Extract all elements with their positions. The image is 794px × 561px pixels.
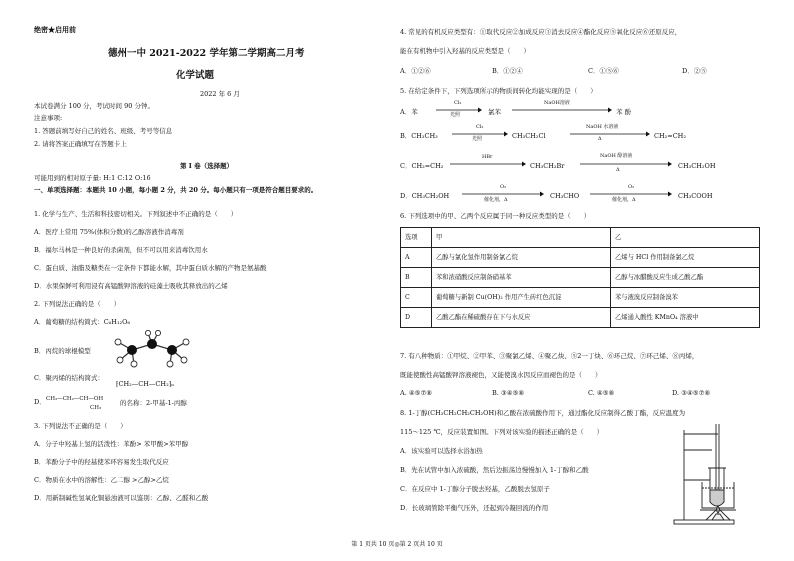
table-cell: 乙烯与 HCl 作用制备氯乙烷 xyxy=(611,248,760,268)
q1-option-d: D．水果保鲜可利用浸有高锰酸钾溶液的硅藻土吸收其释放出的乙烯 xyxy=(34,282,228,290)
q4-stem-2: 能在有机物中引入羟基的反应类型是（ ） xyxy=(400,47,530,55)
q5-b-end: CH₂=CH₂ xyxy=(654,132,686,140)
table-cell: 葡萄糖与新制 Cu(OH)₂ 作用产生砖红色沉淀 xyxy=(432,288,611,308)
propane-ball-stick-model xyxy=(100,330,200,370)
q4-option-b: B．①②④ xyxy=(492,67,523,75)
exam-date: 2022 年 6 月 xyxy=(200,90,240,98)
q7-option-d: D. ③④⑤⑦⑧ xyxy=(672,389,711,397)
page-footer: 第 1 页共 10 页◎第 2 页共 10 页 xyxy=(351,541,443,548)
q5-a-cond2: NaOH溶液 xyxy=(544,100,570,106)
left-column xyxy=(34,0,364,561)
table-cell: 苯与液溴反应制备溴苯 xyxy=(611,288,760,308)
table-header-cell: 选项 xyxy=(401,228,432,248)
q5-d-end: CH₃COOH xyxy=(678,192,713,200)
table-header-cell: 乙 xyxy=(611,228,760,248)
q5-d-cond1b: 催化剂，Δ xyxy=(484,197,508,203)
table-row xyxy=(401,288,760,308)
table-cell: 乙醇与冰醋酸反应生成乙酸乙酯 xyxy=(611,268,760,288)
right-column xyxy=(400,0,770,561)
table-row xyxy=(401,248,760,268)
q5-b-cond2b: Δ xyxy=(598,136,602,142)
part1-title: 第 I 卷（选择题） xyxy=(180,162,234,170)
table-cell: C xyxy=(401,288,432,308)
exam-subject: 化学试题 xyxy=(176,70,215,81)
q5-a-mid: 氯苯 xyxy=(488,108,501,116)
q5-a-cond1: Cl₂ xyxy=(454,100,462,106)
q3-option-d: D．用新制碱性氢氧化铜悬浊液可以鉴别：乙醇、乙醛和乙酸 xyxy=(34,494,209,502)
q7-stem: 7. 有八种物质：①甲烷、②甲苯、③聚氯乙烯、④聚乙炔、⑤2一丁炔、⑥环己烷、⑦环己烯、⑧丙烯， xyxy=(400,352,699,360)
notes-item2: 2. 请将答案正确填写在答题卡上 xyxy=(34,140,127,148)
q5-stem: 5. 在给定条件下，下列选项所示的物质间转化均能实现的是（ ） xyxy=(400,87,597,95)
q5-a-end: 苯 酚 xyxy=(616,108,632,116)
notes-line1: 本试卷满分 100 分，考试时间 90 分钟。 xyxy=(34,102,154,110)
q2-option-a: A．葡萄糖的结构简式：C₆H₁₂O₆ xyxy=(34,318,131,326)
q8-option-a: A．该实验可以选择水浴加热 xyxy=(400,447,483,455)
q5-d-start: D．CH₃CH₂OH xyxy=(400,192,450,200)
q5-b-cond2: NaOH 水溶液 xyxy=(586,124,619,130)
q1-option-c: C．蛋白质、油脂及糖类在一定条件下都能水解，其中蛋白质水解的产物是氨基酸 xyxy=(34,264,267,272)
q5-a-cond1b: 光照 xyxy=(450,112,461,118)
q2-option-b: B．丙烷的球棍模型 xyxy=(34,347,91,355)
arrow-icon xyxy=(452,131,508,137)
q4-stem: 4. 常见的有机反应类型有：①取代反应②加成反应③消去反应④酯化反应⑤氧化反应⑥还原反应， xyxy=(400,28,682,36)
secret-label: 绝密★启用前 xyxy=(34,25,76,34)
q1-option-b: B．福尔马林是一种良好的杀菌剂，但不可以用来消毒饮用水 xyxy=(34,246,208,254)
q2-option-d-prefix: D． xyxy=(34,398,46,406)
q4-option-c: C．①⑤⑥ xyxy=(588,67,619,75)
q2-option-c: C．聚丙烯的结构简式： xyxy=(34,374,104,382)
q5-d-cond1: O₂ xyxy=(500,184,507,190)
q5-b-cond1: Cl₂ xyxy=(476,124,484,130)
q5-b-mid: CH₃CH₂Cl xyxy=(512,132,546,140)
arrow-icon xyxy=(570,131,650,137)
arrow-icon xyxy=(450,161,526,167)
q5-c-start: C．CH₂=CH₂ xyxy=(400,162,444,170)
table-header-row xyxy=(401,228,760,248)
q2-d-branch: CH₃ xyxy=(90,405,102,411)
q5-b-cond1b: 光照 xyxy=(472,136,483,142)
table-cell: 苯和浓硝酸反应制备硝基苯 xyxy=(432,268,611,288)
table-cell: 乙酸乙酯在稀硫酸存在下与水反应 xyxy=(432,308,611,328)
q5-c-end: CH₃CH₂OH xyxy=(678,162,716,170)
q2-d-formula: CH₃—CH₂—CH—OH xyxy=(46,396,104,402)
q6-stem: 6. 下列选项中的甲、乙两个反应属于同一种反应类型的是（ ） xyxy=(400,212,591,220)
q8-stem: 8. 1-丁醇(CH₃CH₂CH₂CH₂OH)和乙酸在浓硫酸作用下，通过酯化反应制得乙酸丁酯，反应温度为 xyxy=(400,409,686,417)
arrow-icon xyxy=(436,107,482,113)
arrow-icon xyxy=(462,191,544,197)
table-row xyxy=(401,308,760,328)
table-header-cell: 甲 xyxy=(432,228,611,248)
notes-label: 注意事项: xyxy=(34,114,63,122)
q5-d-mid: CH₃CHO xyxy=(550,192,580,200)
q5-c-cond1: HBr xyxy=(482,154,493,160)
q8-option-c: C．在反应中 1-丁醇分子脱去羟基，乙酸脱去氢原子 xyxy=(400,485,550,493)
table-cell: 乙醇与氯化氢作用制备氯乙烷 xyxy=(432,248,611,268)
notes-item1: 1. 答题前填写好自己的姓名、班级、考号等信息 xyxy=(34,127,173,135)
table-row xyxy=(401,268,760,288)
table-cell: D xyxy=(401,308,432,328)
table-cell: 乙烯通入酸性 KMnO₄ 溶液中 xyxy=(611,308,760,328)
q8-option-b: B．先在试管中加入浓硫酸，然后边振荡边慢慢加入 1-丁醇和乙酸 xyxy=(400,466,589,474)
arrow-icon xyxy=(512,107,612,113)
q5-b-start: B．CH₃CH₃ xyxy=(400,132,438,140)
section-heading: 一、单项选择题：本题共 10 小题，每小题 2 分，共 20 分。每小题只有一项是符合题目要求的。 xyxy=(34,186,318,194)
arrow-icon xyxy=(580,161,672,167)
q3-option-b: B．苯酚分子中的羟基使苯环容易发生取代反应 xyxy=(34,458,169,466)
q7-option-b: B. ③④⑤⑧ xyxy=(492,389,525,397)
atomic-masses: 可能用到的相对原子量: H:1 C:12 O:16 xyxy=(34,174,151,182)
q5-a-start: A．苯 xyxy=(400,108,418,116)
q3-option-a: A．分子中羟基上氢的活泼性：苯酚> 苯甲酸>苯甲醇 xyxy=(34,440,189,448)
table-cell: A xyxy=(401,248,432,268)
q2-stem: 2. 下列说法正确的是（ ） xyxy=(34,300,121,308)
q7-option-a: A. ④⑤⑦⑧ xyxy=(400,389,433,397)
q2-option-d-suffix: 的名称：2-甲基-1-丙醇 xyxy=(120,399,187,407)
q4-option-a: A．①②⑥ xyxy=(400,67,431,75)
q8-stem-2: 115～125 ℃，反应装置如图。下列对该实验的描述正确的是（ ） xyxy=(400,428,604,436)
table-cell: B xyxy=(401,268,432,288)
q1-stem: 1. 化学与生产、生活和科技密切相关。下列叙述中不正确的是（ ） xyxy=(34,210,238,218)
q7-option-c: C. ④⑤⑧ xyxy=(588,389,615,397)
exam-title: 德州一中 2021-2022 学年第二学期高二月考 xyxy=(108,48,305,59)
reaction-apparatus-diagram xyxy=(672,424,764,526)
q7-stem-2: 既能使酸性高锰酸钾溶液褪色，又能使溴水因反应而褪色的是（ ） xyxy=(400,371,602,379)
polypropylene-formula: ⁅CH₂—CH—CH₂⁆ₙ xyxy=(116,380,175,388)
q5-d-cond2b: 催化剂，Δ xyxy=(612,197,636,203)
q5-c-cond2: NaOH 醇溶液 xyxy=(600,153,633,159)
q5-c-mid: CH₃CH₂Br xyxy=(530,162,565,170)
q5-d-cond2: O₂ xyxy=(628,184,635,190)
q4-option-d: D．②⑤ xyxy=(682,67,707,75)
q3-stem: 3. 下列说法不正确的是（ ） xyxy=(34,422,127,430)
q6-table xyxy=(400,227,760,328)
q5-c-cond2b: Δ xyxy=(616,167,620,173)
arrow-icon xyxy=(590,191,672,197)
q3-option-c: C．物质在水中的溶解性：乙二醇 >乙醇>乙烷 xyxy=(34,476,169,484)
q8-option-d: D．长玻璃管除平衡气压外，还起到冷凝回流的作用 xyxy=(400,504,549,512)
q1-option-a: A．医疗上常用 75%(体积分数)的乙醇溶液作消毒剂 xyxy=(34,228,184,236)
